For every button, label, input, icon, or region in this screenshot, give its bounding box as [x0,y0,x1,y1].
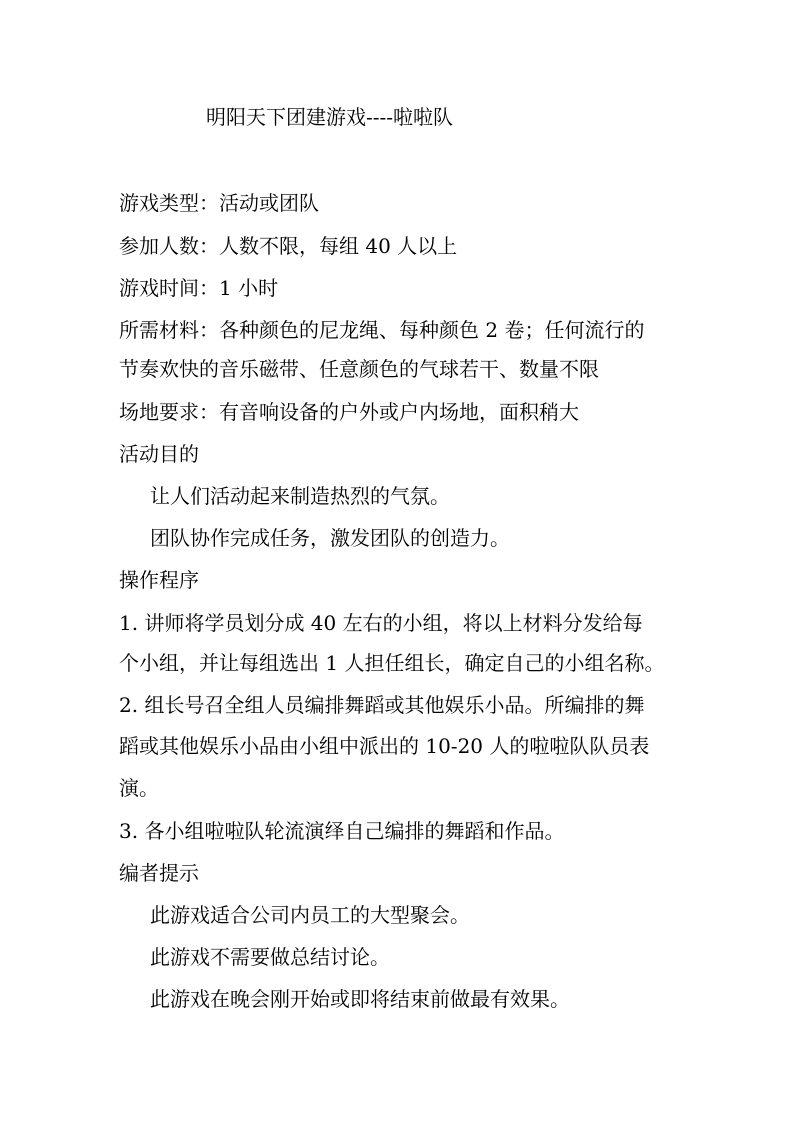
procedure-line: 1. 讲师将学员划分成 40 左右的小组，将以上材料分发给每 [119,611,643,635]
game-duration: 游戏时间：1 小时 [119,276,279,300]
note-item: 此游戏适合公司内员工的大型聚会。 [150,903,470,927]
game-type: 游戏类型：活动或团队 [119,191,319,215]
procedure-line: 个小组，并让每组选出 1 人担任组长，确定自己的小组名称。 [119,651,665,675]
procedure-line: 2. 组长号召全组人员编排舞蹈或其他娱乐小品。所编排的舞 [119,693,645,717]
objective-item: 让人们活动起来制造热烈的气氛。 [150,484,450,508]
note-item: 此游戏在晚会刚开始或即将结束前做最有效果。 [150,987,570,1011]
materials-line-1: 所需材料：各种颜色的尼龙绳、每种颜色 2 卷；任何流行的 [119,318,645,342]
note-item: 此游戏不需要做总结讨论。 [150,945,390,969]
objective-item: 团队协作完成任务，激发团队的创造力。 [150,526,510,550]
procedure-line: 演。 [119,776,159,800]
objectives-heading: 活动目的 [119,442,199,466]
procedure-line: 蹈或其他娱乐小品由小组中派出的 10-20 人的啦啦队队员表 [119,734,650,758]
document-title: 明阳天下团建游戏----啦啦队 [206,105,454,129]
venue-requirement: 场地要求：有音响设备的户外或户内场地，面积稍大 [119,400,579,424]
materials-line-2: 节奏欢快的音乐磁带、任意颜色的气球若干、数量不限 [119,357,599,381]
participant-count: 参加人数：人数不限，每组 40 人以上 [119,234,458,258]
notes-heading: 编者提示 [119,861,199,885]
procedure-line: 3. 各小组啦啦队轮流演绎自己编排的舞蹈和作品。 [119,819,565,843]
procedure-heading: 操作程序 [119,568,199,592]
